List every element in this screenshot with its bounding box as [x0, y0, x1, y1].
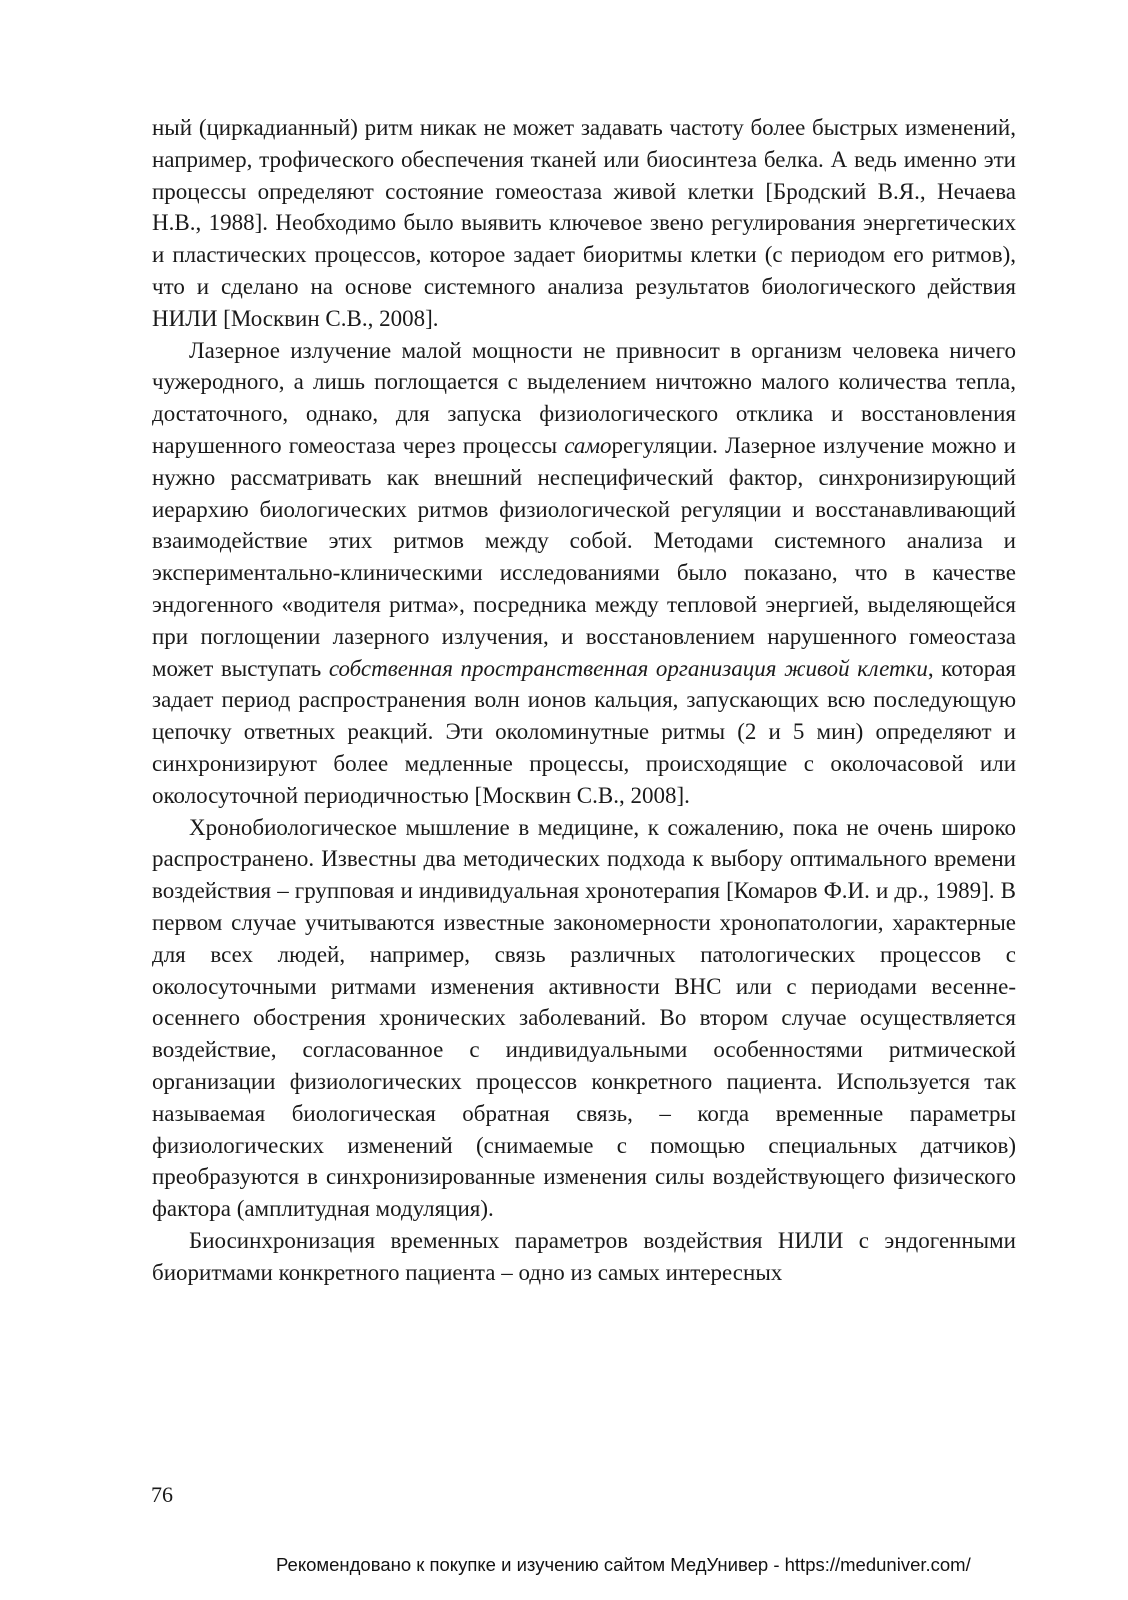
italic-text: собственная пространственная организация живой клетки — [328, 655, 928, 681]
text-run: регуляции. Лазерное излучение можно и нужно рассматривать как внешний неспецифический фактор, синхронизирующий иерархию биологических ритмов физиологической регуляции и восстанавливающий взаимодействие этих ритмов между собой. Методами системного анализа и экспериментально-клиническими исследованиями было показано, что в качестве эндогенного «водителя ритма», посредника между тепловой энергией, выделяющейся при поглощении лазерного излучения, и восстановлением нарушенного гомеостаза может выступать — [152, 432, 1016, 681]
text-run: Лазерное излучение малой мощности не привносит в организм человека ничего чужеродного, а лишь поглощается с выделением ничтожно малого количества тепла, достаточного, однако, для запуска физиологического отклика и восстановления нарушенного гомеостаза через процессы — [152, 337, 1016, 458]
text-run: Биосинхронизация временных параметров воздействия НИЛИ с эндогенными биоритмами конкретного пациента – одно из самых интересных — [152, 1227, 1016, 1285]
body-text — [152, 112, 1016, 1288]
text-run: ный (циркадианный) ритм никак не может задавать частоту более быстрых изменений, например, трофического обеспечения тканей или биосинтеза белка. А ведь именно эти процессы определяют состояние гомеостаза живой клетки [Бродский В.Я., Нечаева Н.В., 1988]. Необходимо было выявить ключевое звено регулирования энергетических и пластических процессов, которое задает биоритмы клетки (с периодом его ритмов), что и сделано на основе системного анализа результатов биологического действия НИЛИ [Москвин С.В., 2008]. — [152, 115, 1016, 331]
footer-recommendation: Рекомендовано к покупке и изучению сайтом МедУнивер - https://meduniver.com/ — [276, 1554, 971, 1575]
paragraph — [152, 335, 1016, 812]
paragraph — [152, 112, 1016, 335]
paragraph — [152, 1225, 1016, 1289]
text-run: , которая задает период распространения волн ионов кальция, запускающих всю последующую цепочку ответных реакций. Эти околоминутные ритмы (2 и 5 мин) определяют и синхронизируют более медленные процессы, происходящие с околочасовой или околосуточной периодичностью [Москвин С.В., 2008]. — [152, 655, 1016, 808]
page-number: 76 — [151, 1482, 173, 1507]
italic-text: само — [564, 432, 612, 458]
paragraph — [152, 812, 1016, 1225]
text-run: Хронобиологическое мышление в медицине, к сожалению, пока не очень широко распространено. Известны два методических подхода к выбору оптимального времени воздействия – групповая и индивидуальная хронотерапия [Комаров Ф.И. и др., 1989]. В первом случае учитываются известные закономерности хронопатологии, характерные для всех людей, например, связь различных патологических процессов с околосуточными ритмами изменения активности ВНС или с периодами весенне-осеннего обострения хронических заболеваний. Во втором случае осуществляется воздействие, согласованное с индивидуальными особенностями ритмической организации физиологических процессов конкретного пациента. Используется так называемая биологическая обратная связь, – когда временные параметры физиологических изменений (снимаемые с помощью специальных датчиков) преобразуются в синхронизированные изменения силы воздействующего физического фактора (амплитудная модуляция). — [152, 814, 1016, 1222]
